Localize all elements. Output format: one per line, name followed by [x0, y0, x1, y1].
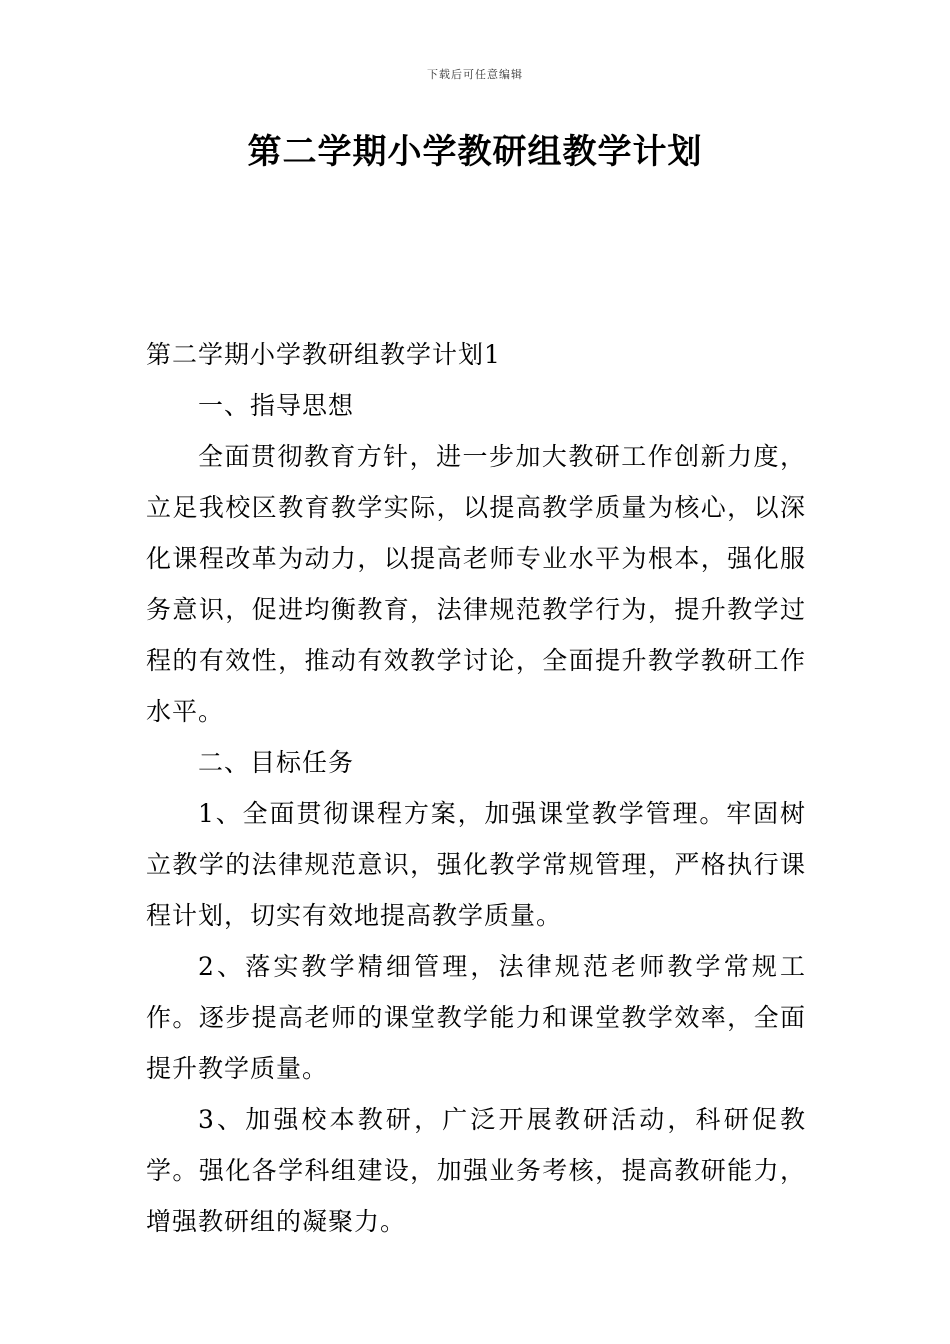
paragraph-goal-3: 3、加强校本教研，广泛开展教研活动，科研促教学。强化各学科组建设，加强业务考核，提高教研能力，增强教研组的凝聚力。 [146, 1105, 806, 1236]
header-note: 下载后可任意编辑 [427, 68, 523, 81]
document-title: 第二学期小学教研组教学计划 [247, 132, 703, 172]
section-heading-guiding-ideology: 一、指导思想 [198, 391, 355, 420]
paragraph-goal-1: 1、全面贯彻课程方案，加强课堂教学管理。牢固树立教学的法律规范意识，强化教学常规管理，严格执行课程计划，切实有效地提高教学质量。 [146, 799, 806, 930]
paragraph-guiding-ideology: 全面贯彻教育方针，进一步加大教研工作创新力度，立足我校区教育教学实际，以提高教学质量为核心，以深化课程改革为动力，以提高老师专业水平为根本，强化服务意识，促进均衡教育，法律规范教学行为，提升教学过程的有效性，推动有效教学讨论，全面提升教学教研工作水平。 [146, 442, 806, 726]
paragraph-goal-2: 2、落实教学精细管理，法律规范老师教学常规工作。逐步提高老师的课堂教学能力和课堂教学效率，全面提升教学质量。 [146, 952, 806, 1083]
section-heading-plan-1: 第二学期小学教研组教学计划1 [146, 340, 501, 369]
document-body [146, 329, 806, 1247]
section-heading-goals-tasks: 二、目标任务 [198, 748, 355, 777]
